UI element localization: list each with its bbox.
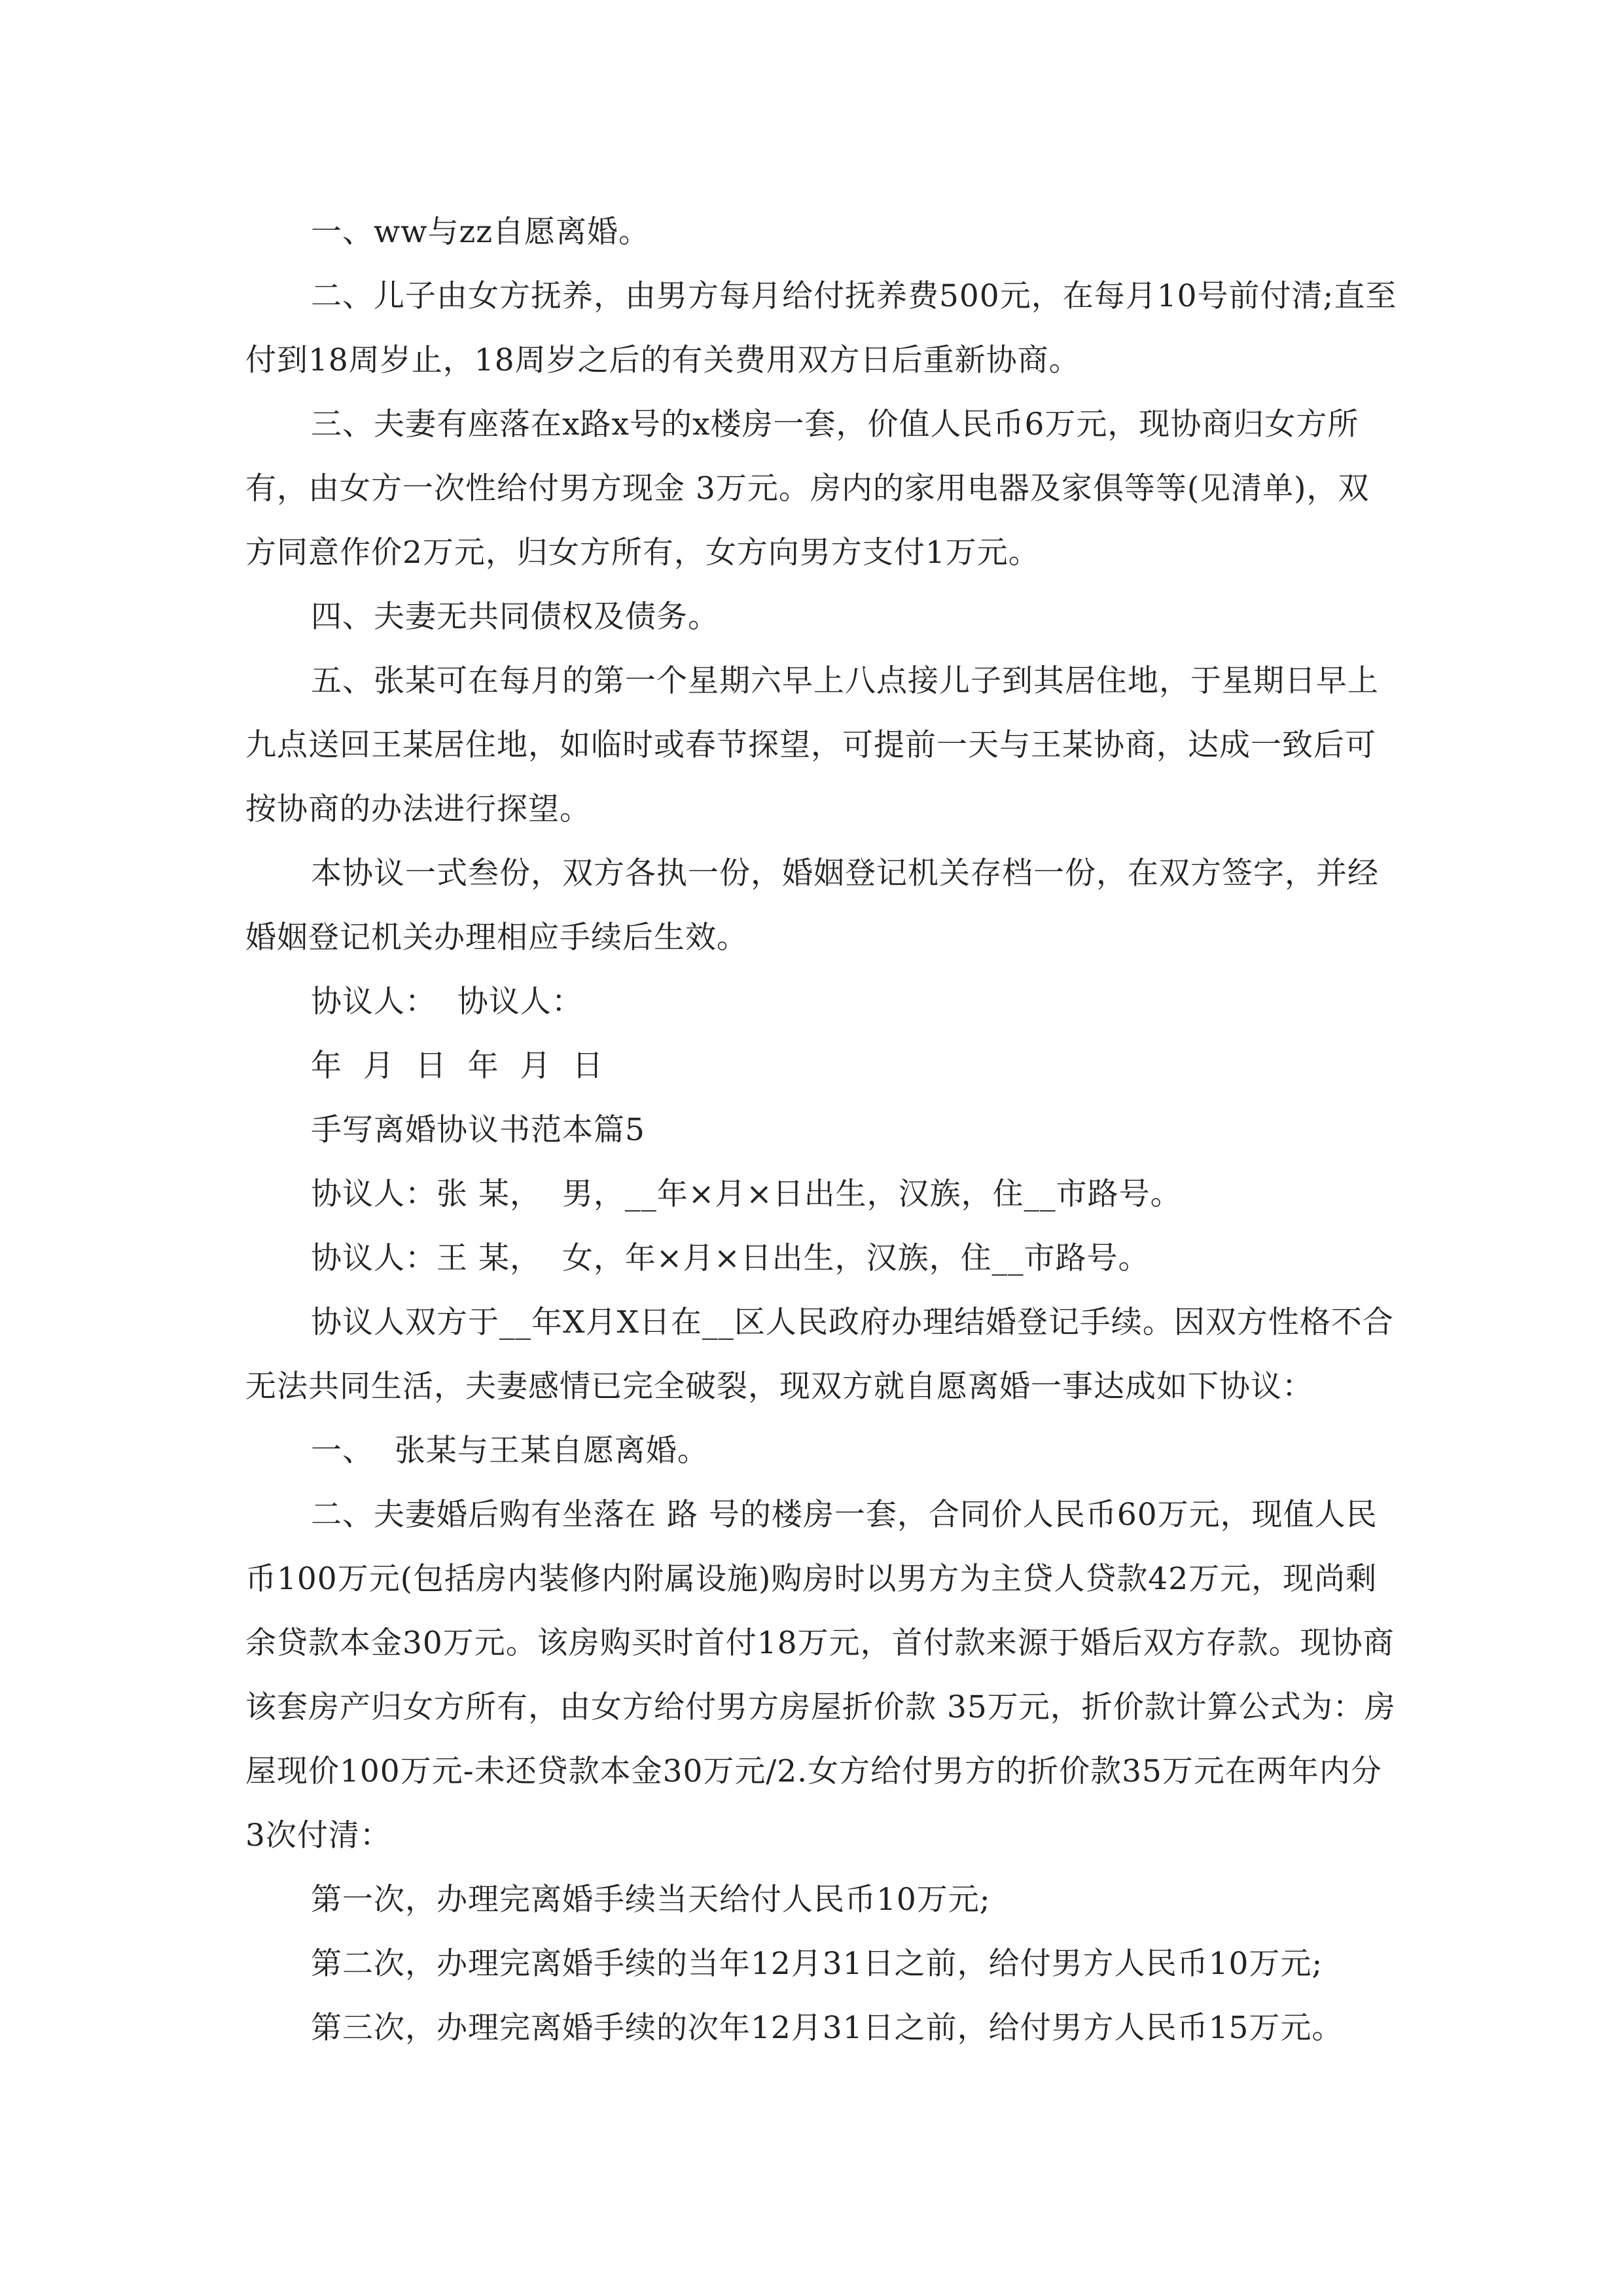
- payment-1: 第一次，办理完离婚手续当天给付人民币10万元;: [311, 1882, 991, 1918]
- date-line: 年 月 日 年 月 日: [311, 1048, 604, 1084]
- clause-5-visitation: 五、张某可在每月的第一个星期六早上八点接儿子到其居住地，于星期日早上九点送回王某居住地，如临时或春节探望，可提前一天与王某协商，达成一致后可按协商的办法进行探望。: [245, 663, 1379, 827]
- clause-2-house: 二、夫妻婚后购有坐落在 路 号的楼房一套，合同价人民币60万元，现值人民币100万元(包括房内装修内附属设施)购房时以男方为主贷人贷款42万元，现尚剩余贷款本金30万元。该房购买时首付18万元，首付款来源于婚后双方存款。现协商该套房产归女方所有，由女方给付男方房屋折价款 35万元，折价款计算公式为：房屋现价100万元-未还贷款本金30万元/2.女方给付男方的折价款35万元在两年内分3次付清：: [245, 1497, 1396, 1854]
- section-title: 手写离婚协议书范本篇5: [311, 1112, 645, 1148]
- payment-2: 第二次，办理完离婚手续的当年12月31日之前，给付男方人民币10万元;: [311, 1946, 1323, 1982]
- clause-3-property: 三、夫妻有座落在x路x号的x楼房一套，价值人民币6万元，现协商归女方所有，由女方一次性给付男方现金 3万元。房内的家用电器及家俱等等(见清单)，双方同意作价2万元，归女方所有，女方向男方支付1万元。: [245, 406, 1370, 571]
- party-1: 协议人：张 某， 男，__年×月×日出生，汉族，住__市路号。: [311, 1176, 1182, 1212]
- clause-4-debts: 四、夫妻无共同债权及债务。: [311, 599, 719, 635]
- clause-1: 一、ww与zz自愿离婚。: [311, 214, 650, 250]
- signatories-line: 协议人： 协议人：: [311, 984, 583, 1020]
- preamble: 协议人双方于__年X月X日在__区人民政府办理结婚登记手续。因双方性格不合无法共同生活，夫妻感情已完全破裂，现双方就自愿离婚一事达成如下协议：: [245, 1304, 1394, 1405]
- effectiveness-clause: 本协议一式叁份，双方各执一份，婚姻登记机关存档一份，在双方签字，并经婚姻登记机关办理相应手续后生效。: [245, 855, 1379, 956]
- document-body: [245, 200, 1397, 2060]
- party-2: 协议人：王 某， 女，年×月×日出生，汉族，住__市路号。: [311, 1240, 1150, 1276]
- clause-1-divorce: 一、 张某与王某自愿离婚。: [311, 1433, 709, 1469]
- clause-2-child-support: 二、儿子由女方抚养，由男方每月给付抚养费500元，在每月10号前付清;直至付到18周岁止，18周岁之后的有关费用双方日后重新协商。: [245, 278, 1397, 378]
- payment-3: 第三次，办理完离婚手续的次年12月31日之前，给付男方人民币15万元。: [311, 2010, 1344, 2046]
